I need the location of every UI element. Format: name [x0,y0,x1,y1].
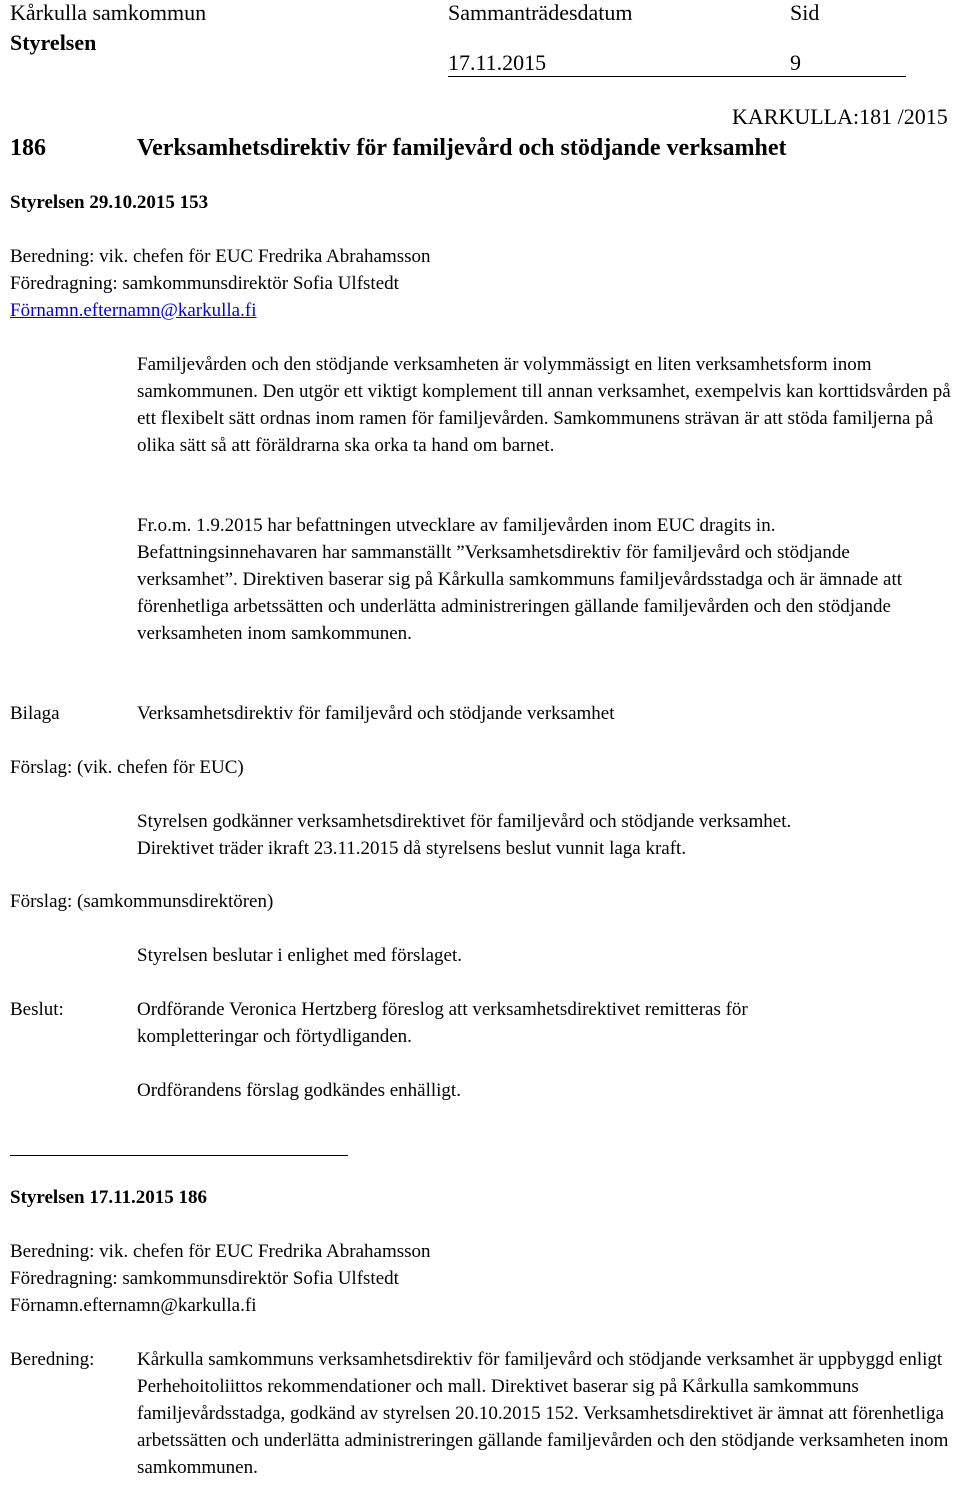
page-label: Sid [790,0,820,25]
meeting-reference-1: Styrelsen 29.10.2015 153 [10,192,209,213]
foredragning-line-1: Föredragning: samkommunsdirektör Sofia Ulfstedt [10,273,399,294]
paragraph-beredning: Kårkulla samkommuns verksamhetsdirektiv för familjevård och stödjande verksamhet är uppbyggd enligt Perhehoitoliittos rekommendationer och mall. Direktivet baserar sig på Kårkulla samkommuns familjevårdsstadga, godkänd av styrelsen 20.10.2015 152. Verksamhetsdirektivet är ämnat att förenhetliga arbetssätten och underlätta administreringen gällande familjevården och den stödjande verksamheten inom samkommunen. [137,1349,949,1478]
forslag-euc-line-1: Styrelsen godkänner verksamhetsdirektivet för familjevård och stödjande verksamhet. [137,811,792,832]
email-2: Förnamn.efternamn@karkulla.fi [10,1295,257,1316]
bilaga-text: Verksamhetsdirektiv för familjevård och stödjande verksamhet [137,703,615,724]
forslag-direktor-label: Förslag: (samkommunsdirektören) [10,891,274,912]
meeting-date: 17.11.2015 [448,50,547,75]
foredragning-line-2: Föredragning: samkommunsdirektör Sofia Ulfstedt [10,1268,399,1289]
beslut-label: Beslut: [10,999,64,1020]
forslag-euc-label: Förslag: (vik. chefen för EUC) [10,757,244,778]
forslag-direktor-text: Styrelsen beslutar i enlighet med förslaget. [137,945,463,966]
beredning-label: Beredning: [10,1349,95,1370]
section-title: Verksamhetsdirektiv för familjevård och stödjande verksamhet [137,135,787,161]
bilaga-label: Bilaga [10,703,60,724]
paragraph-befattning: Fr.o.m. 1.9.2015 har befattningen utvecklare av familjevården inom EUC dragits in. Befattningsinnehavaren har sammanställt ”Verksamhetsdirektiv för familjevård och stödjande verksamhet”. Direktiven baserar sig på Kårkulla samkommuns familjevårdsstadga och är ämnade att förenhetliga arbetssätten och underlätta administreringen gällande familjevården och den stödjande verksamheten inom samkommunen. [137,515,903,644]
meeting-reference-2: Styrelsen 17.11.2015 186 [10,1187,208,1208]
document-reference: KARKULLA:181 /2015 [732,104,948,129]
beredning-line-2: Beredning: vik. chefen för EUC Fredrika Abrahamsson [10,1241,431,1262]
beslut-line-1: Ordförande Veronica Hertzberg föreslog att verksamhetsdirektivet remitteras för [137,999,748,1020]
section-separator [10,1155,348,1156]
meeting-date-label: Sammanträdesdatum [448,0,633,25]
beredning-line-1: Beredning: vik. chefen för EUC Fredrika Abrahamsson [10,246,431,267]
header-rule [448,76,906,77]
paragraph-familjevard: Familjevården och den stödjande verksamheten är volymmässigt en liten verksamhetsform inom samkommunen. Den utgör ett viktigt komplement till annan verksamhet, exempelvis kan korttidsvården på ett flexibelt sätt ordnas inom ramen för familjevården. Samkommunens strävan är att stöda familjerna på olika sätt så att föräldrarna ska orka ta hand om barnet. [137,354,951,456]
beslut-result: Ordförandens förslag godkändes enhälligt. [137,1080,461,1101]
body-name: Styrelsen [10,30,97,55]
email-link-1[interactable]: Förnamn.efternamn@karkulla.fi [10,300,257,321]
page-number: 9 [790,50,801,75]
beslut-line-2: kompletteringar och förtydliganden. [137,1026,412,1047]
organization-name: Kårkulla samkommun [10,0,207,25]
forslag-euc-line-2: Direktivet träder ikraft 23.11.2015 då styrelsens beslut vunnit laga kraft. [137,838,687,859]
section-number: 186 [10,135,46,161]
